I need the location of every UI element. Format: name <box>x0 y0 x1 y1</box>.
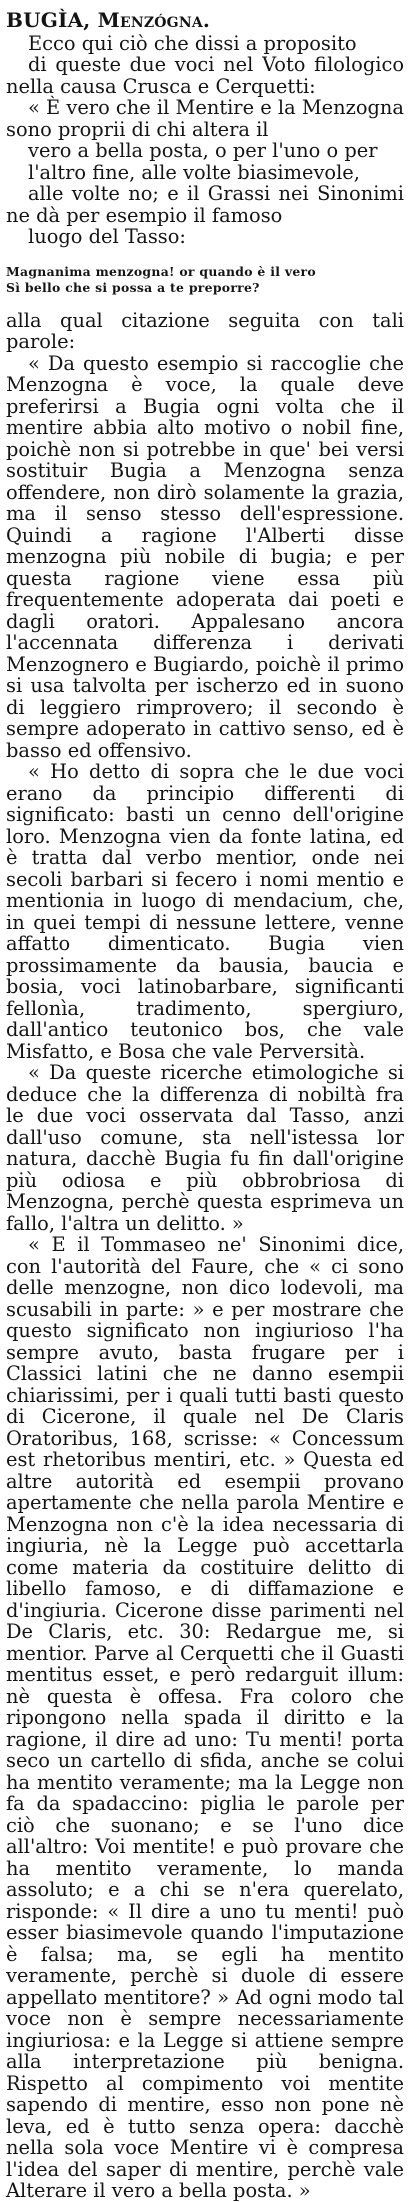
body-paragraph: « Da questo esempio si raccoglie che Menzogna è voce, la quale deve preferirsi a Bugia ogni volta che il mentire abbia alto motivo o nobil fine, poichè non si potrebbe in que' bei versi sostituir Bugia a Menzogna senza offendere, non dirò solamente la grazia, ma il senso stesso dell'espressione. Quindi a ragione l'Alberti disse menzogna più nobile di bugia; e per questa ragione viene essa più frequentemente adoperata dai poeti e dagli oratori. Appalesano ancora l'accennata differenza i derivati Menzognero e Bugiardo, poichè il primo si usa talvolta per ischerzo ed in suono di leggiero rimprovero; il secondo è sempre adoperato in cattivo senso, ed è basso ed offensivo. <box>6 351 404 762</box>
entry-heading <box>6 10 404 32</box>
body-paragraph: alla qual citazione seguita con tali parole: <box>6 308 404 353</box>
body-paragraph: « Da queste ricerche etimologiche si deduce che la differenza di nobiltà fra le due voci osservata dal Tasso, anzi dall'uso comune, sta nell'istessa lor natura, dacchè Bugia fu fin dall'origine più odiosa e più obbrobriosa di Menzogna, perchè questa esprimeva un fallo, l'altra un delitto. » <box>6 1061 404 1235</box>
dictionary-page <box>6 10 404 2202</box>
body-paragraph: « Ho detto di sopra che le due voci erano da principio differenti di significato: basti un cenno dell'origine loro. Menzogna vien da fonte latina, ed è tratta dal verbo mentior, onde nei secoli barbari si fecero i nomi mentio e mentionia in luogo di mendacium, che, in quei tempi di nessune lettere, venne affatto dimenticato. Bugia vien prossimamente da bausia, baucia e bosia, voci latinobarbare, significanti fellonìa, tradimento, spergiuro, dall'antico teutonico bos, che vale Misfatto, e Bosa che vale Perversità. <box>6 760 404 1063</box>
intro-paragraph <box>6 33 404 248</box>
verse-line: Magnanima menzogna! or quando è il vero <box>6 263 316 279</box>
text-line: alle volte no; e il Grassi nei Sinonimi ne dà per esempio il famoso <box>6 182 404 227</box>
entry-headword: BUGÌA, <box>6 8 91 32</box>
text-line: vero a bella posta, o per l'uno o per <box>28 139 378 162</box>
verse-quote <box>6 264 404 296</box>
body-paragraph: « E il Tommaseo ne' Sinonimi dice, con l'autorità del Faure, che « ci sono delle menzogne, non dico lodevoli, ma scusabili in parte: » e per mostrare che questo significato non ingiurioso l'ha sempre avuto, basta frugare per i Classici latini che ne danno esempii chiarissimi, per i quali tutti basti questo di Cicerone, il quale nel De Claris Oratoribus, 168, scrisse: « Concessum est rhetoribus mentiri, etc. » Questa ed altre autorità ed esempii provano apertamente che nella parola Mentire e Menzogna non c'è la idea necessaria di ingiuria, nè la Legge può accettarla come materia da costituire delitto di libello famoso, e di diffamazione e d'ingiuria. Cicerone disse parimenti nel De Claris, etc. 30: Redargue me, si mentior. Parve al Cerquetti che il Guasti mentitus esset, e però redarguit illum: nè questa è offesa. Fra coloro che ripongono nella spada il diritto e la ragione, il dire ad uno: Tu menti! porta seco un cartello di sfida, anche se colui ha mentito veramente; ma la Legge non fa da spadaccino: piglia le parole per ciò che suonano; e se l'uno dice all'altro: Voi mentite! e può provare che ha mentito veramente, lo manda assoluto; e a chi se n'era querelato, risponde: « Il dire a uno tu menti! può esser biasimevole quando l'imputazione è falsa; ma, se egli ha mentito veramente, perchè si duole di essere appellato mentitore? » Ad ogni modo tal voce non è sempre necessariamente ingiuriosa: e la Legge si attiene sempre alla interpretazione più benigna. Rispetto al compimento voi mentite sapendo di mentire, esso non pone nè leva, ed è tutto senza opera: dacchè nella sola voce Mentire vi è compresa l'idea del saper di mentire, perchè vale Alterare il vero a bella posta. » <box>6 1233 404 2202</box>
text-line: « È vero che il Mentire e la Menzogna sono proprii di chi altera il <box>6 96 404 141</box>
text-line: l'altro fine, alle volte biasimevole, <box>28 160 360 184</box>
text-line: di queste due voci nel Voto filologico nella causa Crusca e Cerquetti: <box>6 53 404 98</box>
verse-line: Sì bello che si possa a te preporre? <box>6 279 260 295</box>
entry-subword: Menzógna. <box>97 8 211 32</box>
text-line: luogo del Tasso: <box>28 225 186 248</box>
text-line: Ecco qui ciò che dissi a proposito <box>28 31 357 55</box>
